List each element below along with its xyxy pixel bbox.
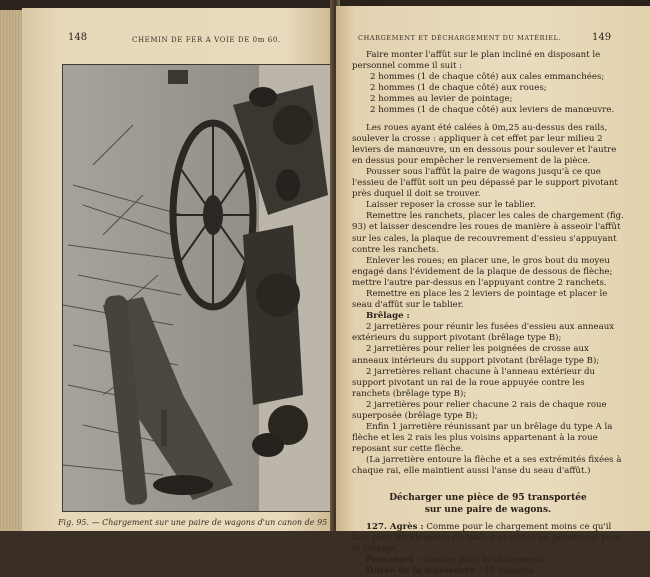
personnel-text: Comme pour le chargement. — [422, 554, 548, 565]
left-running-head: CHEMIN DE FER A VOIE DE 0m 60. — [132, 36, 281, 44]
personnel-label: Personnel : — [366, 554, 421, 565]
crew-item: 2 hommes au levier de pointage; — [370, 94, 513, 105]
crew-list — [352, 72, 624, 116]
duree-paragraph — [352, 566, 624, 577]
right-page — [336, 6, 650, 576]
brelage-item: 2 jarretières pour réunir les fusées d'essieu aux anneaux extérieurs du support pivotant (brêlage type B); — [352, 322, 615, 344]
right-page-number: 149 — [592, 32, 612, 43]
brelage-item: (La jarretière entoure la flèche et a ses extrémités fixées à chaque rai, elle maintient aussi l'anse du seau d'affût.) — [352, 455, 622, 477]
personnel-paragraph — [352, 555, 624, 566]
paragraph: Laisser reposer la crosse sur le tablier. — [366, 200, 536, 211]
right-page-body — [352, 50, 624, 577]
agres-label: 127. Agrès : — [366, 521, 424, 532]
brelage-item: 2 jarretières pour relier chacune 2 rais de chaque roue superposée (brêlage type B); — [352, 399, 607, 421]
figure-caption: Fig. 95. — Chargement sur une paire de wagons d'un canon de 95 — [58, 518, 328, 527]
brelage-heading: Brêlage : — [366, 311, 410, 322]
duree-label: Durée de la manœuvre : — [366, 565, 482, 576]
intro-paragraph: Faire monter l'affût sur le plan incliné en disposant le personnel comme il suit : — [352, 50, 601, 72]
paragraph: Remettre les ranchets, placer les cales de chargement (fig. 93) et laisser descendre les roues de manière à asseoir l'affût sur les cales, la plaque de recouvrement d'essieu s'appuyant contre les ranchets. — [352, 211, 624, 255]
paragraph: Remettre en place les 2 leviers de pointage et placer le seau d'affût sur le tablier. — [352, 288, 608, 311]
duree-text: 15 minutes. — [484, 565, 536, 576]
left-page-number: 148 — [68, 32, 88, 43]
brelage-item: 2 jarretières pour relier les poignées de crosse aux anneaux intérieurs du support pivotant (brêlage type B); — [352, 344, 600, 366]
figure-photo-cannon-on-wagons — [62, 64, 346, 512]
agres-text: Comme pour le chargement moins ce qu'il faut pour les éléments du tablier et moins les jarretières pour le brêlage. — [352, 521, 622, 554]
brelage-item: Enfin 1 jarretière réunissant par un brêlage du type A la flèche et les 2 rais les plus voisins appartenant à la roue reposant sur cette flèche. — [352, 422, 613, 455]
agres-paragraph — [352, 522, 624, 555]
page-edges — [0, 10, 24, 531]
paragraph: Pousser sous l'affût la paire de wagons jusqu'à ce que l'essieu de l'affût soit un peu dépassé par le support pivotant près duquel il doit se trouver. — [352, 166, 618, 200]
crew-item: 2 hommes (1 de chaque côté) aux cales emmanchées; — [370, 72, 605, 83]
paragraph: Les roues ayant été calées à 0m,25 au-dessus des rails, soulever la crosse : appliquer à cet effet par leur milieu 2 leviers de manœuvre, un en dessous pour soulever et l'autre en dessus pour empêcher le renversement de la pièce. — [352, 122, 617, 166]
left-page — [22, 8, 334, 531]
right-running-head: CHARGEMENT ET DÉCHARGEMENT DU MATÉRIEL. — [358, 34, 562, 42]
section-title — [352, 492, 624, 516]
paragraph: Enlever les roues; en placer une, le gros bout du moyeu engagé dans l'évidement de la plaque de dessous de flèche; mettre l'autre par-dessus en l'appuyant contre 2 ranchets. — [352, 255, 613, 288]
section-title-line: sur une paire de wagons. — [424, 504, 552, 515]
section-title-line: Décharger une pièce de 95 transportée — [389, 492, 587, 503]
brelage-item: 2 jarretières reliant chacune à l'anneau extérieur du support pivotant un rai de la roue appuyée contre les ranchets (brêlage type B); — [352, 366, 596, 399]
crew-item: 2 hommes (1 de chaque côté) aux roues; — [370, 83, 547, 94]
crew-item: 2 hommes (1 de chaque côté) aux leviers de manœuvre. — [370, 105, 615, 116]
